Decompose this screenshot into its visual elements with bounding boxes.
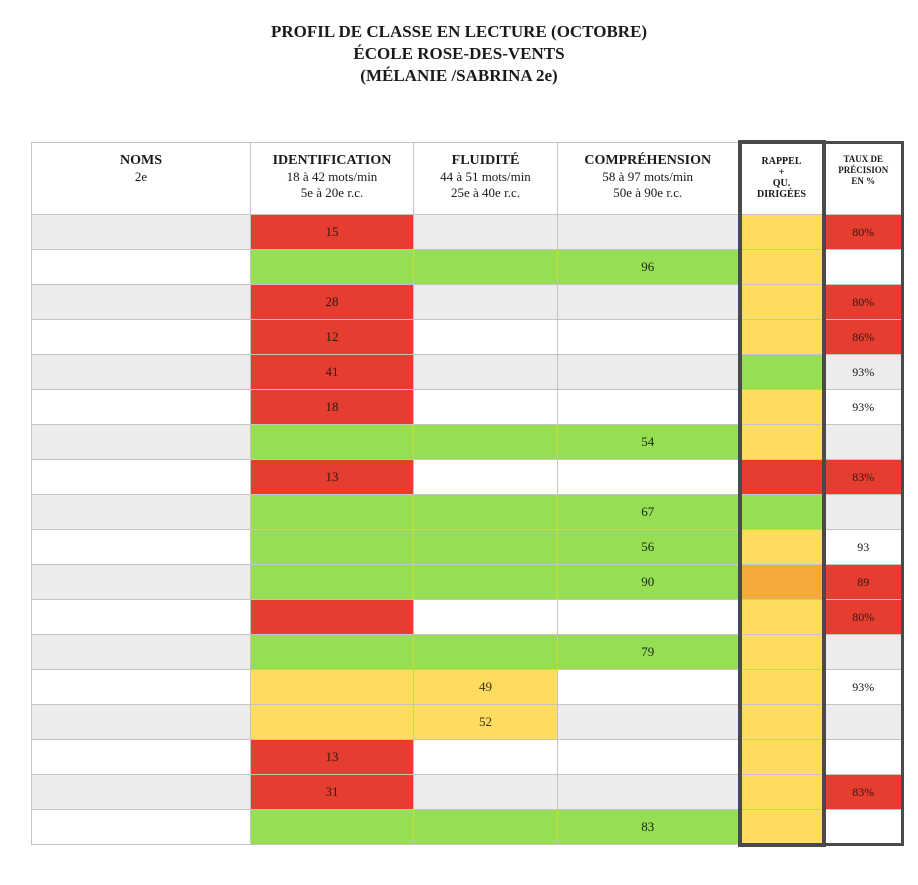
header-rappel-line4: DIRIGÉES: [757, 189, 806, 200]
cell-comprehension: 54: [558, 425, 740, 460]
cell-comprehension: [558, 320, 740, 355]
cell-identification: [251, 495, 414, 530]
cell-identification: [251, 705, 414, 740]
cell-comprehension: [558, 705, 740, 740]
cell-taux: 93%: [824, 390, 903, 425]
table-row: [32, 740, 903, 775]
cell-nom: [32, 355, 251, 390]
cell-fluidite: [414, 425, 558, 460]
cell-identification: [251, 670, 414, 705]
cell-fluidite: [414, 530, 558, 565]
header-comprehension-title: COMPRÉHENSION: [584, 152, 712, 168]
header-rappel-line3: QU.: [772, 178, 791, 189]
table-row: [32, 635, 903, 670]
cell-taux: 86%: [824, 320, 903, 355]
cell-comprehension: [558, 355, 740, 390]
cell-taux: 93%: [824, 670, 903, 705]
cell-nom: [32, 460, 251, 495]
cell-rappel: [740, 705, 824, 740]
cell-taux: 89: [824, 565, 903, 600]
table-row: [32, 285, 903, 320]
cell-taux: [824, 705, 903, 740]
cell-nom: [32, 425, 251, 460]
cell-comprehension: [558, 390, 740, 425]
header-comprehension: [558, 142, 740, 215]
cell-comprehension: 96: [558, 250, 740, 285]
table-row: [32, 670, 903, 705]
cell-taux: [824, 740, 903, 775]
cell-comprehension: 56: [558, 530, 740, 565]
cell-comprehension: [558, 740, 740, 775]
header-taux-line3: EN %: [851, 175, 876, 186]
cell-comprehension: [558, 600, 740, 635]
cell-rappel: [740, 740, 824, 775]
cell-comprehension: [558, 460, 740, 495]
cell-identification: 41: [251, 355, 414, 390]
cell-taux: [824, 495, 903, 530]
header-fluidite-percentile: 25e à 40e r.c.: [451, 184, 520, 200]
cell-comprehension: [558, 285, 740, 320]
cell-fluidite: [414, 740, 558, 775]
cell-identification: 31: [251, 775, 414, 810]
cell-fluidite: [414, 285, 558, 320]
cell-fluidite: [414, 775, 558, 810]
cell-nom: [32, 495, 251, 530]
cell-taux: 83%: [824, 460, 903, 495]
title-line-1: PROFIL DE CLASSE EN LECTURE (OCTOBRE): [270, 22, 648, 41]
cell-identification: [251, 600, 414, 635]
cell-comprehension: [558, 670, 740, 705]
document-title: [0, 21, 918, 87]
cell-identification: 13: [251, 460, 414, 495]
header-rappel-line1: RAPPEL: [761, 156, 802, 167]
cell-nom: [32, 530, 251, 565]
cell-fluidite: [414, 355, 558, 390]
cell-identification: 28: [251, 285, 414, 320]
cell-identification: 18: [251, 390, 414, 425]
cell-rappel: [740, 775, 824, 810]
header-identification-range: 18 à 42 mots/min: [286, 168, 378, 184]
cell-nom: [32, 775, 251, 810]
cell-taux: [824, 810, 903, 845]
header-rappel-line2: +: [778, 167, 785, 178]
table-row: [32, 460, 903, 495]
cell-rappel: [740, 635, 824, 670]
cell-identification: 13: [251, 740, 414, 775]
cell-fluidite: [414, 565, 558, 600]
header-fluidite-title: FLUIDITÉ: [451, 152, 520, 168]
cell-rappel: [740, 285, 824, 320]
header-identification-title: IDENTIFICATION: [272, 152, 392, 168]
cell-rappel: [740, 250, 824, 285]
cell-identification: 12: [251, 320, 414, 355]
cell-rappel: [740, 425, 824, 460]
header-identification-percentile: 5e à 20e r.c.: [300, 184, 364, 200]
table-row: [32, 775, 903, 810]
cell-fluidite: [414, 495, 558, 530]
cell-fluidite: [414, 810, 558, 845]
title-line-2: ÉCOLE ROSE-DES-VENTS: [353, 44, 565, 63]
header-comprehension-percentile: 50e à 90e r.c.: [613, 184, 683, 200]
cell-taux: 93%: [824, 355, 903, 390]
table-row: [32, 250, 903, 285]
header-fluidite-range: 44 à 51 mots/min: [440, 168, 531, 184]
cell-identification: [251, 425, 414, 460]
cell-identification: [251, 530, 414, 565]
cell-rappel: [740, 355, 824, 390]
cell-fluidite: 52: [414, 705, 558, 740]
table-row: [32, 705, 903, 740]
cell-taux: 93: [824, 530, 903, 565]
cell-comprehension: 83: [558, 810, 740, 845]
cell-comprehension: 79: [558, 635, 740, 670]
cell-nom: [32, 250, 251, 285]
cell-rappel: [740, 600, 824, 635]
cell-comprehension: 90: [558, 565, 740, 600]
cell-identification: [251, 565, 414, 600]
header-noms-title: NOMS: [120, 152, 162, 168]
cell-rappel: [740, 810, 824, 845]
cell-rappel: [740, 670, 824, 705]
table-row: [32, 390, 903, 425]
table-row: [32, 600, 903, 635]
cell-comprehension: [558, 775, 740, 810]
title-line-3: (MÉLANIE /SABRINA 2e): [360, 66, 558, 85]
table-row: [32, 355, 903, 390]
header-taux-line2: PRÉCISION: [838, 164, 889, 175]
cell-taux: [824, 250, 903, 285]
cell-rappel: [740, 390, 824, 425]
cell-rappel: [740, 495, 824, 530]
cell-rappel: [740, 215, 824, 250]
header-taux: [824, 142, 903, 215]
cell-fluidite: [414, 215, 558, 250]
cell-rappel: [740, 320, 824, 355]
cell-fluidite: [414, 250, 558, 285]
header-comprehension-range: 58 à 97 mots/min: [602, 168, 694, 184]
cell-nom: [32, 740, 251, 775]
cell-rappel: [740, 530, 824, 565]
cell-identification: [251, 635, 414, 670]
cell-nom: [32, 390, 251, 425]
cell-taux: 83%: [824, 775, 903, 810]
cell-nom: [32, 670, 251, 705]
cell-fluidite: [414, 390, 558, 425]
cell-taux: 80%: [824, 215, 903, 250]
header-identification: [251, 142, 414, 215]
cell-fluidite: 49: [414, 670, 558, 705]
cell-rappel: [740, 565, 824, 600]
table-row: [32, 810, 903, 845]
cell-nom: [32, 810, 251, 845]
cell-identification: [251, 810, 414, 845]
cell-nom: [32, 635, 251, 670]
cell-nom: [32, 215, 251, 250]
cell-fluidite: [414, 460, 558, 495]
cell-nom: [32, 600, 251, 635]
cell-fluidite: [414, 635, 558, 670]
cell-comprehension: [558, 215, 740, 250]
cell-identification: [251, 250, 414, 285]
table-row: [32, 495, 903, 530]
cell-nom: [32, 285, 251, 320]
table-row: [32, 530, 903, 565]
cell-nom: [32, 565, 251, 600]
cell-nom: [32, 705, 251, 740]
table-header-row: [32, 142, 903, 215]
cell-taux: 80%: [824, 285, 903, 320]
cell-fluidite: [414, 320, 558, 355]
class-profile-table: [31, 140, 904, 847]
cell-identification: 15: [251, 215, 414, 250]
table-row: [32, 425, 903, 460]
table-row: [32, 565, 903, 600]
cell-nom: [32, 320, 251, 355]
cell-fluidite: [414, 600, 558, 635]
header-fluidite: [414, 142, 558, 215]
table-row: [32, 320, 903, 355]
cell-taux: 80%: [824, 600, 903, 635]
header-taux-line1: TAUX DE: [843, 153, 884, 164]
table-row: [32, 215, 903, 250]
cell-taux: [824, 425, 903, 460]
header-rappel: [740, 142, 824, 215]
cell-comprehension: 67: [558, 495, 740, 530]
cell-rappel: [740, 460, 824, 495]
header-noms: [32, 142, 251, 215]
header-noms-grade: 2e: [134, 168, 148, 184]
cell-taux: [824, 635, 903, 670]
